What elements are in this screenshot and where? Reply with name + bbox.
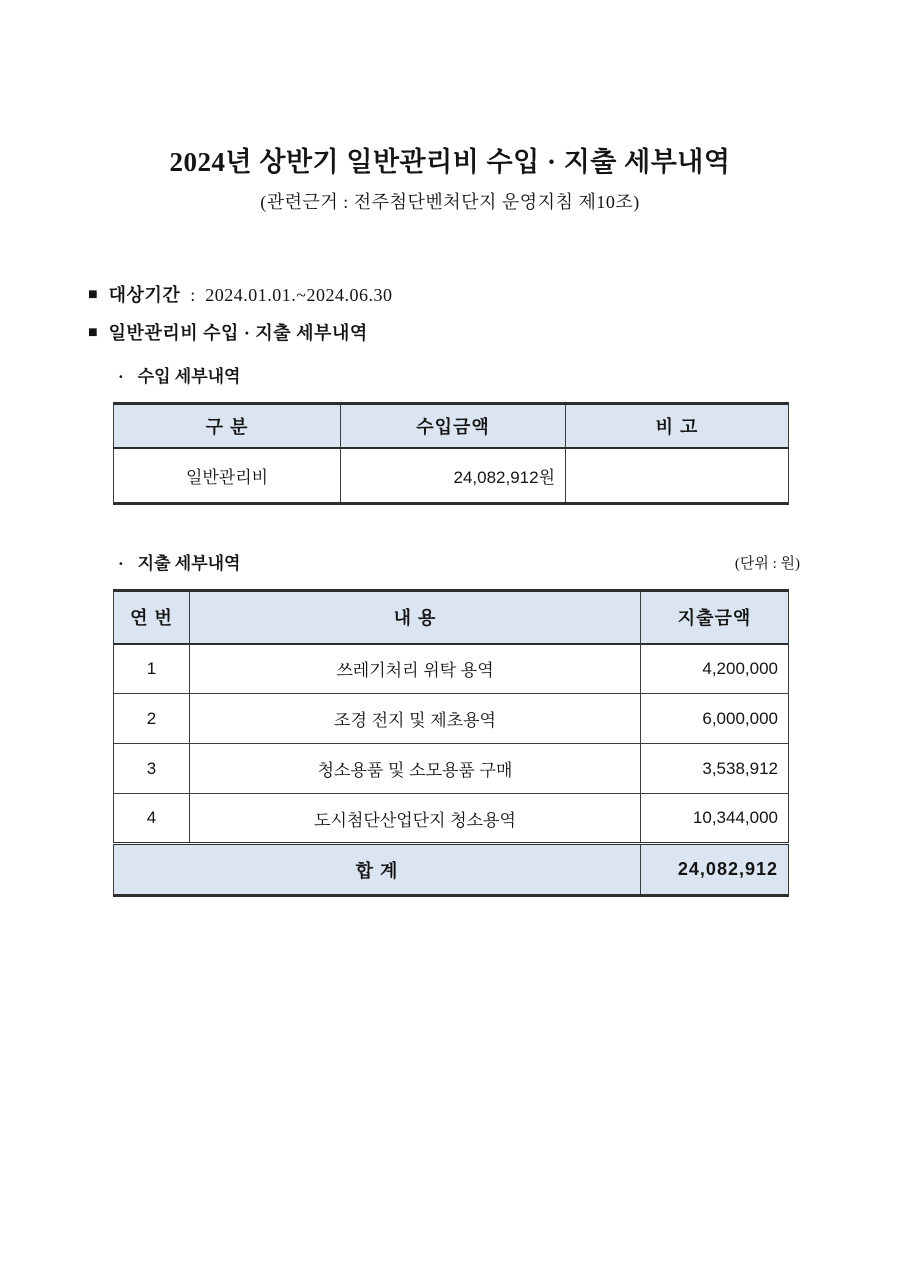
expense-amount-cell: 4,200,000 [641,644,789,694]
expense-content-cell: 쓰레기처리 위탁 용역 [190,644,641,694]
expense-total-amount-cell: 24,082,912 [641,844,789,896]
period-line [0,284,900,306]
expense-content-cell: 청소용품 및 소모용품 구매 [190,744,641,794]
page-subtitle: (관련근거 : 전주첨단벤처단지 운영지침 제10조) [260,192,640,212]
section-title-line [0,322,900,344]
expense-table-row [114,794,789,844]
income-header-note: 비 고 [566,404,789,448]
income-subsection-line [0,366,900,388]
period-value: 2024.01.01.~2024.06.30 [205,285,393,305]
expense-amount-cell: 10,344,000 [641,794,789,844]
expense-header-content: 내 용 [190,591,641,644]
expense-content-cell: 조경 전지 및 제초용역 [190,694,641,744]
expense-header-no: 연 번 [114,591,190,644]
expense-no-cell: 4 [114,794,190,844]
income-subsection-title: 수입 세부내역 [137,367,241,386]
expense-table-row [114,694,789,744]
income-amount-cell: 24,082,912원 [341,448,566,504]
expense-no-cell: 3 [114,744,190,794]
period-colon: : [190,285,196,305]
income-table-header-row [114,404,789,448]
unit-note: (단위 : 원) [734,556,800,572]
page-title: 2024년 상반기 일반관리비 수입 · 지출 세부내역 [169,147,731,177]
dot-bullet-icon: · [118,554,124,573]
income-header-category: 구 분 [114,404,341,448]
expense-subsection-title: 지출 세부내역 [137,554,241,573]
income-note-cell [566,448,789,504]
expense-total-label-cell: 합 계 [114,844,641,896]
expense-header-amount: 지출금액 [641,591,789,644]
expense-table [113,589,789,897]
expense-no-cell: 2 [114,694,190,744]
expense-content-cell: 도시첨단산업단지 청소용역 [190,794,641,844]
income-header-amount: 수입금액 [341,404,566,448]
expense-amount-cell: 6,000,000 [641,694,789,744]
expense-total-row [114,844,789,896]
expense-subsection-line [0,553,800,575]
square-bullet-icon: ■ [88,286,98,303]
square-bullet-icon: ■ [88,324,98,341]
expense-table-header-row [114,591,789,644]
expense-table-row [114,644,789,694]
income-table [113,402,789,505]
expense-no-cell: 1 [114,644,190,694]
income-category-cell: 일반관리비 [114,448,341,504]
expense-amount-cell: 3,538,912 [641,744,789,794]
dot-bullet-icon: · [118,367,124,386]
section-title: 일반관리비 수입 · 지출 세부내역 [108,323,368,343]
expense-table-row [114,744,789,794]
period-label: 대상기간 [108,285,181,305]
income-table-row [114,448,789,504]
